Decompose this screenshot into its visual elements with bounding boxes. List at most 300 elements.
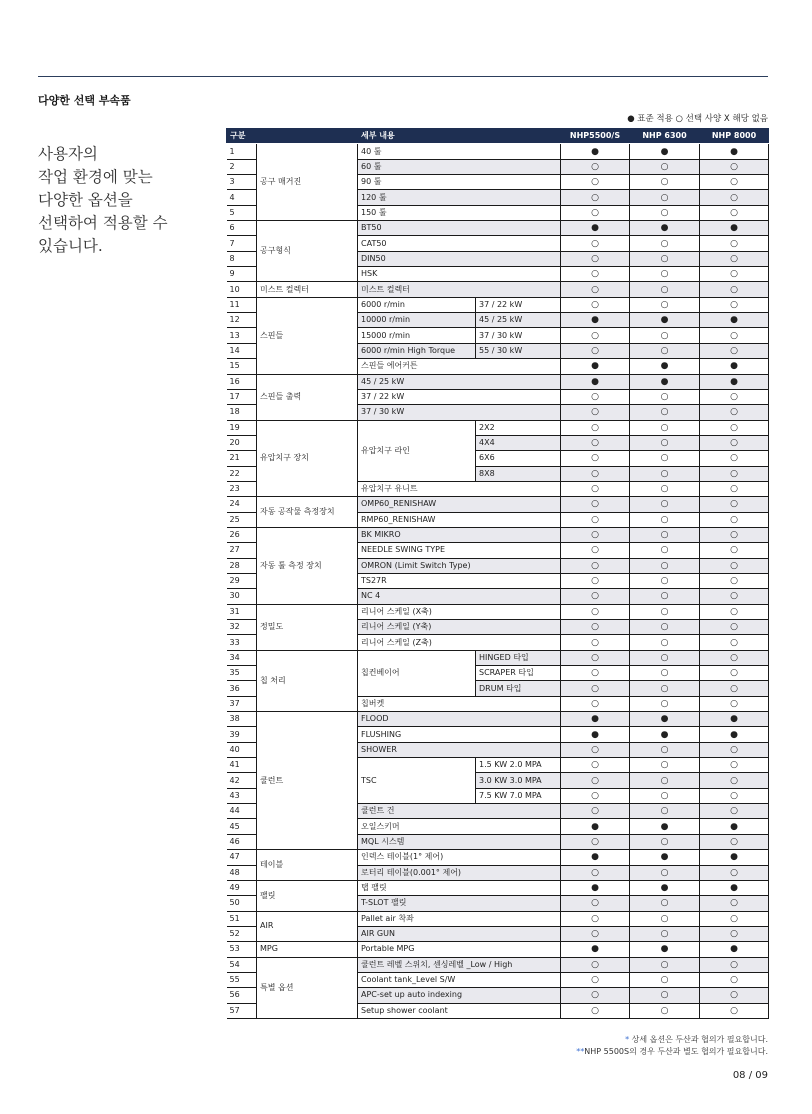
availability-symbol: ○: [700, 405, 769, 420]
detail-cell: NEEDLE SWING TYPE: [358, 543, 561, 558]
availability-symbol: ●: [700, 850, 769, 865]
detail-cell: 리니어 스케일 (Y축): [358, 620, 561, 635]
availability-symbol: ○: [700, 589, 769, 604]
intro-line: 선택하여 적용할 수: [38, 214, 168, 232]
category-cell: 공구 매거진: [257, 144, 358, 221]
table-row: [227, 221, 769, 236]
availability-symbol: ○: [561, 804, 630, 819]
row-number: 38: [227, 712, 257, 727]
row-number: 8: [227, 251, 257, 266]
availability-symbol: ○: [630, 742, 700, 757]
availability-symbol: ○: [561, 957, 630, 972]
availability-symbol: ●: [561, 727, 630, 742]
row-number: 21: [227, 451, 257, 466]
category-cell: 스핀들: [257, 297, 358, 374]
table-row: [227, 144, 769, 159]
availability-symbol: ○: [630, 497, 700, 512]
availability-symbol: ●: [630, 144, 700, 159]
availability-symbol: ○: [630, 834, 700, 849]
availability-symbol: ○: [630, 788, 700, 803]
intro-line: 다양한 옵션을: [38, 191, 133, 209]
footnote: [576, 1046, 768, 1057]
detail-cell: OMP60_RENISHAW: [358, 497, 561, 512]
availability-symbol: ○: [630, 282, 700, 297]
table-row: [227, 712, 769, 727]
row-number: 39: [227, 727, 257, 742]
category-cell: MPG: [257, 942, 358, 957]
row-number: 46: [227, 834, 257, 849]
availability-symbol: ○: [630, 481, 700, 496]
availability-symbol: ○: [561, 420, 630, 435]
row-number: 42: [227, 773, 257, 788]
symbol-legend: ● 표준 적용 ○ 선택 사양 X 해당 없음: [627, 114, 768, 124]
availability-symbol: ○: [700, 389, 769, 404]
availability-symbol: ○: [700, 497, 769, 512]
detail-cell: 탭 팰릿: [358, 880, 561, 895]
availability-symbol: ○: [700, 481, 769, 496]
availability-symbol: ○: [630, 896, 700, 911]
availability-symbol: ○: [700, 1003, 769, 1018]
availability-symbol: ○: [700, 896, 769, 911]
availability-symbol: ○: [630, 543, 700, 558]
options-table: [226, 128, 769, 1019]
row-number: 52: [227, 926, 257, 941]
availability-symbol: ○: [630, 175, 700, 190]
category-cell: 테이블: [257, 850, 358, 881]
category-cell: 공구형식: [257, 221, 358, 282]
availability-symbol: ○: [700, 620, 769, 635]
row-number: 25: [227, 512, 257, 527]
availability-symbol: ○: [700, 834, 769, 849]
category-cell: 자동 공작물 측정장치: [257, 497, 358, 528]
availability-symbol: ○: [630, 251, 700, 266]
availability-symbol: ●: [700, 359, 769, 374]
availability-symbol: ○: [561, 497, 630, 512]
availability-symbol: ○: [630, 957, 700, 972]
availability-symbol: ○: [561, 159, 630, 174]
table-row: [227, 282, 769, 297]
availability-symbol: ○: [700, 666, 769, 681]
availability-symbol: ○: [561, 926, 630, 941]
availability-symbol: ○: [630, 328, 700, 343]
table-row: [227, 850, 769, 865]
intro-line: 작업 환경에 맞는: [38, 168, 153, 186]
row-number: 47: [227, 850, 257, 865]
availability-symbol: ○: [630, 297, 700, 312]
availability-symbol: ○: [561, 758, 630, 773]
row-number: 7: [227, 236, 257, 251]
availability-symbol: ○: [561, 251, 630, 266]
availability-symbol: ●: [630, 819, 700, 834]
detail-cell: 10000 r/min: [358, 313, 476, 328]
availability-symbol: ○: [561, 988, 630, 1003]
row-number: 48: [227, 865, 257, 880]
availability-symbol: ○: [630, 451, 700, 466]
row-number: 33: [227, 635, 257, 650]
row-number: 3: [227, 175, 257, 190]
detail-cell: 칩컨베이어: [358, 650, 476, 696]
availability-symbol: ●: [700, 221, 769, 236]
category-cell: 자동 툴 측정 장치: [257, 527, 358, 604]
detail-subcell: SCRAPER 타입: [476, 666, 561, 681]
row-number: 31: [227, 604, 257, 619]
row-number: 17: [227, 389, 257, 404]
detail-cell: BT50: [358, 221, 561, 236]
category-cell: 팰릿: [257, 880, 358, 911]
row-number: 44: [227, 804, 257, 819]
table-header-row: [227, 129, 769, 144]
availability-symbol: ○: [700, 236, 769, 251]
availability-symbol: ○: [561, 573, 630, 588]
availability-symbol: ○: [630, 650, 700, 665]
availability-symbol: ○: [561, 405, 630, 420]
detail-subcell: 2X2: [476, 420, 561, 435]
availability-symbol: ○: [561, 681, 630, 696]
availability-symbol: ○: [700, 696, 769, 711]
availability-symbol: ○: [561, 666, 630, 681]
availability-symbol: ●: [561, 359, 630, 374]
availability-symbol: ●: [700, 712, 769, 727]
availability-symbol: ●: [700, 313, 769, 328]
availability-symbol: ○: [700, 972, 769, 987]
row-number: 27: [227, 543, 257, 558]
availability-symbol: ○: [630, 988, 700, 1003]
detail-cell: 인덱스 테이블(1° 제어): [358, 850, 561, 865]
detail-cell: MQL 시스템: [358, 834, 561, 849]
availability-symbol: ○: [561, 773, 630, 788]
header-category: 구분: [227, 129, 358, 144]
detail-cell: 유압치구 라인: [358, 420, 476, 481]
availability-symbol: ○: [700, 573, 769, 588]
detail-cell: APC-set up auto indexing: [358, 988, 561, 1003]
availability-symbol: ○: [561, 865, 630, 880]
intro-text: [38, 143, 218, 258]
header-model-3: NHP 8000: [700, 129, 769, 144]
row-number: 26: [227, 527, 257, 542]
row-number: 28: [227, 558, 257, 573]
table-row: [227, 497, 769, 512]
row-number: 40: [227, 742, 257, 757]
availability-symbol: ○: [630, 620, 700, 635]
category-cell: 정밀도: [257, 604, 358, 650]
detail-cell: FLOOD: [358, 712, 561, 727]
table-row: [227, 297, 769, 312]
availability-symbol: ●: [700, 144, 769, 159]
availability-symbol: ○: [561, 267, 630, 282]
availability-symbol: ○: [630, 435, 700, 450]
row-number: 2: [227, 159, 257, 174]
availability-symbol: ●: [561, 221, 630, 236]
availability-symbol: ○: [700, 865, 769, 880]
detail-subcell: 1.5 KW 2.0 MPA: [476, 758, 561, 773]
availability-symbol: ○: [700, 911, 769, 926]
availability-symbol: ○: [561, 205, 630, 220]
availability-symbol: ●: [630, 880, 700, 895]
detail-subcell: DRUM 타입: [476, 681, 561, 696]
detail-cell: 6000 r/min: [358, 297, 476, 312]
detail-cell: 6000 r/min High Torque: [358, 343, 476, 358]
detail-cell: 스핀들 에어커튼: [358, 359, 561, 374]
table-row: [227, 527, 769, 542]
category-cell: 쿨런트: [257, 712, 358, 850]
intro-line: 있습니다.: [38, 237, 103, 255]
detail-cell: NC 4: [358, 589, 561, 604]
category-cell: 칩 처리: [257, 650, 358, 711]
detail-cell: RMP60_RENISHAW: [358, 512, 561, 527]
availability-symbol: ●: [630, 712, 700, 727]
availability-symbol: ●: [630, 850, 700, 865]
availability-symbol: ○: [630, 972, 700, 987]
availability-symbol: ○: [700, 466, 769, 481]
availability-symbol: ○: [700, 512, 769, 527]
availability-symbol: ○: [561, 236, 630, 251]
row-number: 12: [227, 313, 257, 328]
table-row: [227, 420, 769, 435]
availability-symbol: ○: [630, 573, 700, 588]
detail-subcell: 37 / 22 kW: [476, 297, 561, 312]
row-number: 1: [227, 144, 257, 159]
availability-symbol: ○: [700, 435, 769, 450]
availability-symbol: ○: [630, 681, 700, 696]
availability-symbol: ○: [561, 512, 630, 527]
availability-symbol: ○: [630, 190, 700, 205]
availability-symbol: ○: [700, 297, 769, 312]
availability-symbol: ○: [561, 589, 630, 604]
row-number: 54: [227, 957, 257, 972]
detail-cell: 40 툴: [358, 144, 561, 159]
row-number: 50: [227, 896, 257, 911]
detail-cell: 칩버켓: [358, 696, 561, 711]
availability-symbol: ○: [561, 650, 630, 665]
availability-symbol: ●: [561, 942, 630, 957]
availability-symbol: ○: [630, 267, 700, 282]
row-number: 5: [227, 205, 257, 220]
row-number: 22: [227, 466, 257, 481]
availability-symbol: ○: [700, 988, 769, 1003]
availability-symbol: ○: [700, 635, 769, 650]
category-cell: 특별 옵션: [257, 957, 358, 1018]
availability-symbol: ○: [630, 527, 700, 542]
availability-symbol: ○: [700, 328, 769, 343]
detail-cell: 리니어 스케일 (X축): [358, 604, 561, 619]
availability-symbol: ○: [630, 558, 700, 573]
availability-symbol: ○: [561, 527, 630, 542]
detail-cell: 120 툴: [358, 190, 561, 205]
availability-symbol: ○: [700, 957, 769, 972]
category-cell: AIR: [257, 911, 358, 942]
row-number: 9: [227, 267, 257, 282]
availability-symbol: ●: [700, 374, 769, 389]
row-number: 51: [227, 911, 257, 926]
table-row: [227, 911, 769, 926]
row-number: 55: [227, 972, 257, 987]
availability-symbol: ○: [561, 190, 630, 205]
detail-cell: SHOWER: [358, 742, 561, 757]
detail-cell: BK MIKRO: [358, 527, 561, 542]
availability-symbol: ●: [561, 850, 630, 865]
detail-cell: T-SLOT 팰릿: [358, 896, 561, 911]
availability-symbol: ○: [700, 604, 769, 619]
row-number: 56: [227, 988, 257, 1003]
availability-symbol: ○: [630, 926, 700, 941]
availability-symbol: ○: [561, 696, 630, 711]
detail-subcell: HINGED 타입: [476, 650, 561, 665]
availability-symbol: ○: [561, 466, 630, 481]
availability-symbol: ○: [630, 804, 700, 819]
footnote-star: **: [576, 1047, 585, 1056]
detail-cell: Coolant tank_Level S/W: [358, 972, 561, 987]
row-number: 15: [227, 359, 257, 374]
availability-symbol: ○: [630, 604, 700, 619]
table-row: [227, 374, 769, 389]
table-row: [227, 957, 769, 972]
availability-symbol: ○: [700, 159, 769, 174]
detail-cell: 90 툴: [358, 175, 561, 190]
footnote-text: 상세 옵션은 두산과 협의가 필요합니다.: [629, 1035, 768, 1044]
availability-symbol: ○: [561, 543, 630, 558]
availability-symbol: ●: [700, 727, 769, 742]
table-row: [227, 942, 769, 957]
availability-symbol: ○: [700, 527, 769, 542]
availability-symbol: ○: [561, 1003, 630, 1018]
row-number: 36: [227, 681, 257, 696]
availability-symbol: ○: [630, 911, 700, 926]
availability-symbol: ○: [630, 420, 700, 435]
detail-cell: 로터리 테이블(0.001° 제어): [358, 865, 561, 880]
availability-symbol: ○: [561, 297, 630, 312]
availability-symbol: ○: [700, 926, 769, 941]
detail-cell: OMRON (Limit Switch Type): [358, 558, 561, 573]
availability-symbol: ●: [700, 942, 769, 957]
footnote: [625, 1034, 768, 1045]
availability-symbol: ○: [561, 834, 630, 849]
detail-subcell: 45 / 25 kW: [476, 313, 561, 328]
detail-cell: 37 / 22 kW: [358, 389, 561, 404]
availability-symbol: ●: [630, 359, 700, 374]
row-number: 32: [227, 620, 257, 635]
availability-symbol: ○: [561, 788, 630, 803]
availability-symbol: ○: [630, 205, 700, 220]
availability-symbol: ○: [700, 205, 769, 220]
detail-cell: 리니어 스케일 (Z축): [358, 635, 561, 650]
availability-symbol: ○: [561, 175, 630, 190]
detail-cell: TSC: [358, 758, 476, 804]
availability-symbol: ○: [630, 159, 700, 174]
row-number: 37: [227, 696, 257, 711]
detail-subcell: 55 / 30 kW: [476, 343, 561, 358]
availability-symbol: ●: [630, 727, 700, 742]
detail-cell: 60 툴: [358, 159, 561, 174]
detail-subcell: 8X8: [476, 466, 561, 481]
detail-cell: 150 툴: [358, 205, 561, 220]
category-cell: 유압치구 장치: [257, 420, 358, 497]
availability-symbol: ○: [561, 481, 630, 496]
detail-subcell: 4X4: [476, 435, 561, 450]
row-number: 14: [227, 343, 257, 358]
availability-symbol: ○: [700, 788, 769, 803]
availability-symbol: ○: [561, 604, 630, 619]
detail-cell: Portable MPG: [358, 942, 561, 957]
row-number: 16: [227, 374, 257, 389]
row-number: 57: [227, 1003, 257, 1018]
availability-symbol: ○: [561, 282, 630, 297]
availability-symbol: ●: [561, 819, 630, 834]
intro-line: 사용자의: [38, 145, 98, 163]
row-number: 10: [227, 282, 257, 297]
availability-symbol: ○: [561, 558, 630, 573]
availability-symbol: ○: [561, 911, 630, 926]
detail-cell: TS27R: [358, 573, 561, 588]
availability-symbol: ○: [700, 773, 769, 788]
availability-symbol: ○: [630, 343, 700, 358]
availability-symbol: ○: [630, 466, 700, 481]
availability-symbol: ●: [561, 712, 630, 727]
row-number: 30: [227, 589, 257, 604]
row-number: 41: [227, 758, 257, 773]
detail-cell: 45 / 25 kW: [358, 374, 561, 389]
availability-symbol: ○: [561, 435, 630, 450]
availability-symbol: ○: [630, 589, 700, 604]
availability-symbol: ○: [561, 742, 630, 757]
row-number: 6: [227, 221, 257, 236]
detail-cell: Pallet air 착좌: [358, 911, 561, 926]
detail-subcell: 3.0 KW 3.0 MPA: [476, 773, 561, 788]
category-cell: 미스트 컬렉터: [257, 282, 358, 297]
row-number: 35: [227, 666, 257, 681]
row-number: 18: [227, 405, 257, 420]
row-number: 4: [227, 190, 257, 205]
availability-symbol: ○: [561, 896, 630, 911]
availability-symbol: ●: [700, 880, 769, 895]
availability-symbol: ○: [700, 742, 769, 757]
detail-cell: AIR GUN: [358, 926, 561, 941]
row-number: 19: [227, 420, 257, 435]
row-number: 43: [227, 788, 257, 803]
availability-symbol: ○: [700, 681, 769, 696]
availability-symbol: ●: [630, 942, 700, 957]
availability-symbol: ●: [561, 880, 630, 895]
availability-symbol: ○: [700, 804, 769, 819]
availability-symbol: ○: [700, 175, 769, 190]
row-number: 24: [227, 497, 257, 512]
availability-symbol: ○: [630, 1003, 700, 1018]
availability-symbol: ○: [700, 558, 769, 573]
header-model-2: NHP 6300: [630, 129, 700, 144]
availability-symbol: ○: [630, 405, 700, 420]
availability-symbol: ○: [561, 451, 630, 466]
detail-subcell: 37 / 30 kW: [476, 328, 561, 343]
availability-symbol: ○: [700, 451, 769, 466]
row-number: 45: [227, 819, 257, 834]
availability-symbol: ○: [700, 251, 769, 266]
detail-cell: 미스트 컬렉터: [358, 282, 561, 297]
availability-symbol: ●: [700, 819, 769, 834]
availability-symbol: ○: [561, 389, 630, 404]
detail-cell: Setup shower coolant: [358, 1003, 561, 1018]
availability-symbol: ○: [630, 696, 700, 711]
availability-symbol: ○: [630, 666, 700, 681]
row-number: 11: [227, 297, 257, 312]
availability-symbol: ○: [700, 343, 769, 358]
availability-symbol: ○: [561, 620, 630, 635]
table-row: [227, 650, 769, 665]
page-number: 08 / 09: [732, 1070, 768, 1081]
row-number: 13: [227, 328, 257, 343]
top-divider: [38, 76, 768, 77]
footnote-text: NHP 5500S의 경우 두산과 별도 협의가 필요합니다.: [584, 1047, 768, 1056]
availability-symbol: ○: [561, 328, 630, 343]
availability-symbol: ○: [561, 343, 630, 358]
